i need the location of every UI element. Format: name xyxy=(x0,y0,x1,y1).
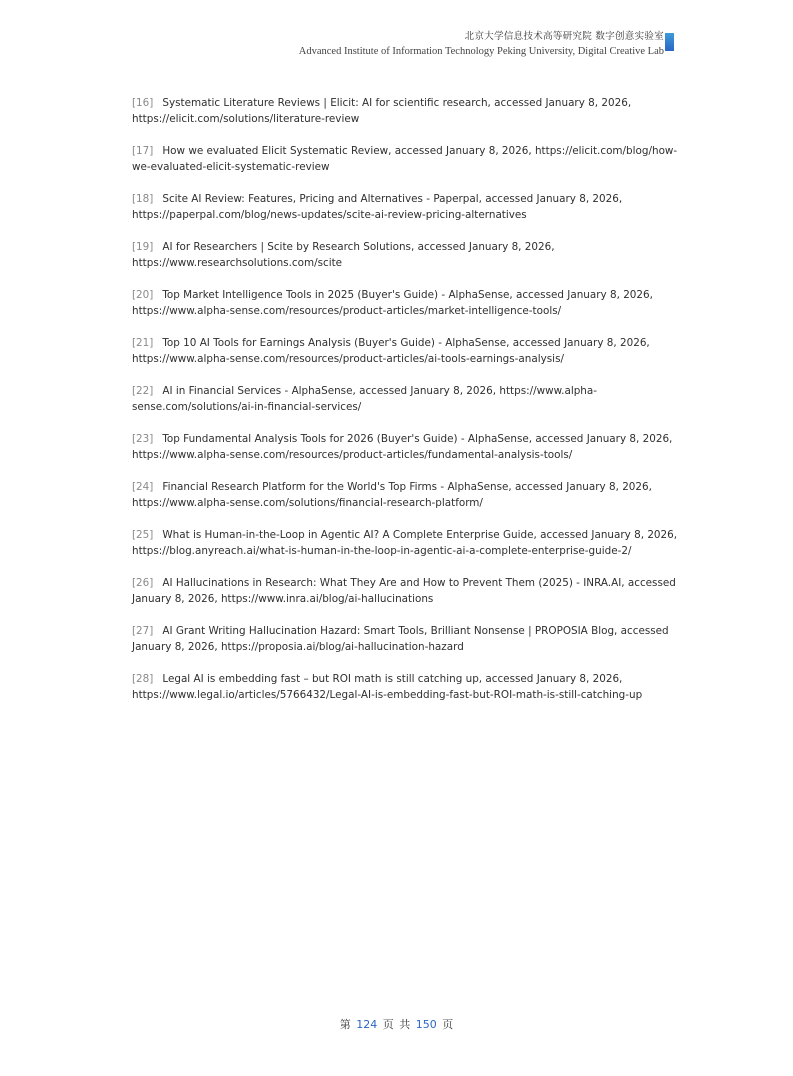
reference-text: How we evaluated Elicit Systematic Review, accessed January 8, 2026, https://elicit.com/blog/how-we-evaluated-elicit-systematic-review xyxy=(132,145,678,173)
reference-item-26 xyxy=(132,575,692,607)
reference-item-25 xyxy=(132,527,692,559)
reference-text: AI in Financial Services - AlphaSense, accessed January 8, 2026, https://www.alpha-sense.com/solutions/ai-in-financial-services/ xyxy=(132,385,597,413)
reference-text: Top Market Intelligence Tools in 2025 (Buyer's Guide) - AlphaSense, accessed January 8, 2026, https://www.alpha-sense.com/resources/product-articles/market-intelligence-tools/ xyxy=(132,289,653,317)
reference-number: [23] xyxy=(132,433,154,445)
header-title-en: Advanced Institute of Information Technology Peking University, Digital Creative Lab xyxy=(298,46,664,57)
reference-item-16 xyxy=(132,95,692,127)
reference-number: [18] xyxy=(132,193,154,205)
reference-number: [25] xyxy=(132,529,154,541)
current-page-number: 124 xyxy=(356,1018,378,1031)
reference-number: [16] xyxy=(132,97,154,109)
header-accent-bar xyxy=(665,33,674,51)
reference-text: What is Human-in-the-Loop in Agentic AI? A Complete Enterprise Guide, accessed January 8, 2026, https://blog.anyreach.ai/what-is-human-in-the-loop-in-agentic-ai-a-complete-enterprise-guide-2/ xyxy=(132,529,678,557)
reference-list xyxy=(132,95,692,719)
reference-number: [20] xyxy=(132,289,154,301)
footer-middle: 页 共 xyxy=(382,1018,411,1031)
reference-number: [19] xyxy=(132,241,154,253)
reference-number: [17] xyxy=(132,145,154,157)
footer-prefix: 第 xyxy=(339,1018,351,1031)
reference-text: Systematic Literature Reviews | Elicit: AI for scientific research, accessed January 8, 2026, https://elicit.com/solutions/literature-review xyxy=(132,97,632,125)
reference-text: Top Fundamental Analysis Tools for 2026 (Buyer's Guide) - AlphaSense, accessed January 8, 2026, https://www.alpha-sense.com/resources/product-articles/fundamental-analysis-tools/ xyxy=(132,433,673,461)
reference-number: [21] xyxy=(132,337,154,349)
reference-text: AI Hallucinations in Research: What They Are and How to Prevent Them (2025) - INRA.AI, accessed January 8, 2026, https://www.inra.ai/blog/ai-hallucinations xyxy=(132,577,676,605)
reference-text: Scite AI Review: Features, Pricing and Alternatives - Paperpal, accessed January 8, 2026, https://paperpal.com/blog/news-updates/scite-ai-review-pricing-alternatives xyxy=(132,193,623,221)
page-footer xyxy=(0,1016,793,1032)
reference-text: AI for Researchers | Scite by Research Solutions, accessed January 8, 2026, https://www.researchsolutions.com/scite xyxy=(132,241,555,269)
reference-item-17 xyxy=(132,143,692,175)
total-pages-number: 150 xyxy=(415,1018,437,1031)
reference-item-23 xyxy=(132,431,692,463)
reference-number: [26] xyxy=(132,577,154,589)
page-header xyxy=(299,30,664,59)
reference-item-19 xyxy=(132,239,692,271)
reference-number: [24] xyxy=(132,481,154,493)
reference-item-21 xyxy=(132,335,692,367)
reference-item-22 xyxy=(132,383,692,415)
reference-item-24 xyxy=(132,479,692,511)
reference-item-20 xyxy=(132,287,692,319)
header-title-cn: 北京大学信息技术高等研究院 数字创意实验室 xyxy=(464,31,664,42)
reference-text: Legal AI is embedding fast – but ROI math is still catching up, accessed January 8, 2026, https://www.legal.io/articles/5766432/Legal-AI-is-embedding-fast-but-ROI-math-is-still-catching-up xyxy=(132,673,643,701)
reference-number: [22] xyxy=(132,385,154,397)
reference-item-28 xyxy=(132,671,692,703)
reference-text: Financial Research Platform for the World's Top Firms - AlphaSense, accessed January 8, 2026, https://www.alpha-sense.com/solutions/financial-research-platform/ xyxy=(132,481,652,509)
footer-suffix: 页 xyxy=(442,1018,454,1031)
reference-number: [28] xyxy=(132,673,154,685)
reference-text: Top 10 AI Tools for Earnings Analysis (Buyer's Guide) - AlphaSense, accessed January 8, 2026, https://www.alpha-sense.com/resources/product-articles/ai-tools-earnings-analysis/ xyxy=(132,337,650,365)
reference-item-18 xyxy=(132,191,692,223)
reference-text: AI Grant Writing Hallucination Hazard: Smart Tools, Brilliant Nonsense | PROPOSIA Blog, accessed January 8, 2026, https://proposia.ai/blog/ai-hallucination-hazard xyxy=(132,625,669,653)
reference-item-27 xyxy=(132,623,692,655)
reference-number: [27] xyxy=(132,625,154,637)
